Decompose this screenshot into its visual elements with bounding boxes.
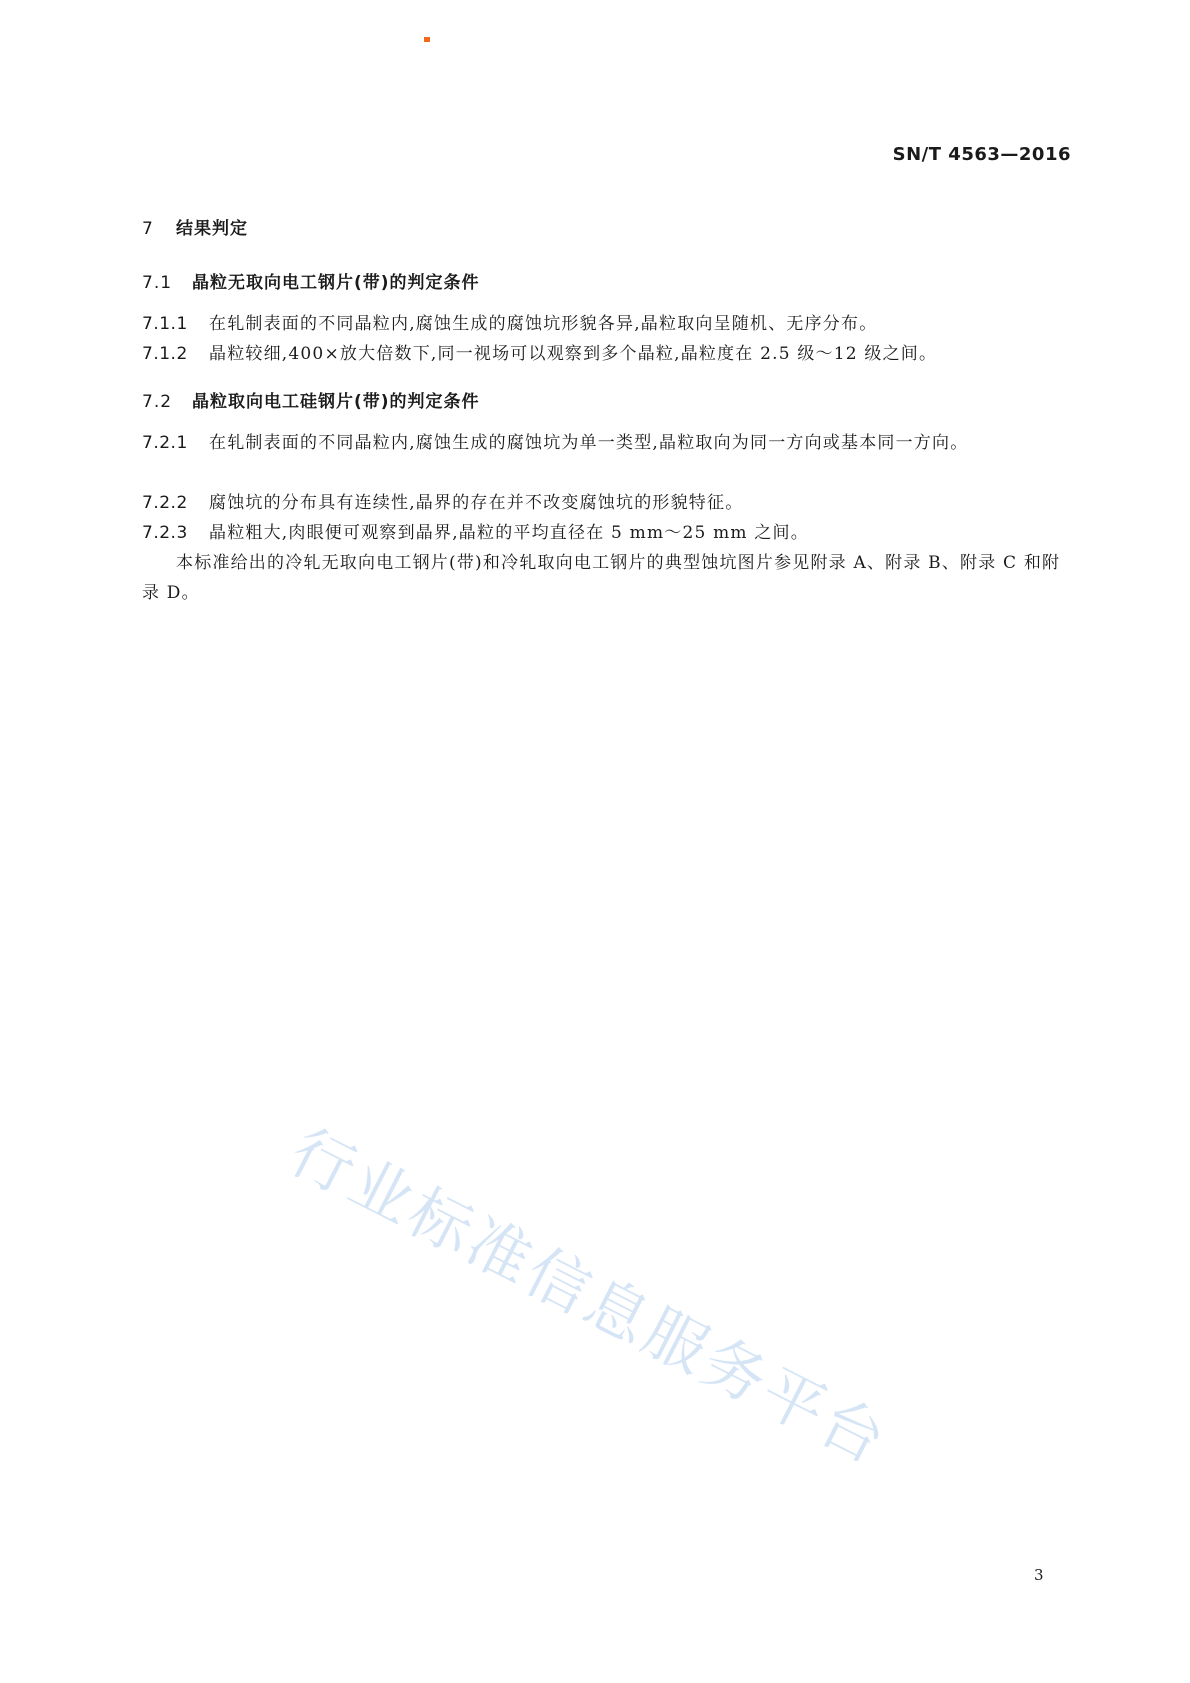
clause-number: 7.1.2 xyxy=(142,344,188,364)
section-number: 7.2 xyxy=(142,392,173,412)
clause-text: 在轧制表面的不同晶粒内,腐蚀生成的腐蚀坑形貌各异,晶粒取向呈随机、无序分布。 xyxy=(209,314,878,334)
clause-number: 7.1.1 xyxy=(142,314,188,334)
clause-7-2-2 xyxy=(142,488,1072,518)
watermark: 行业标准信息服务平台 xyxy=(278,1114,901,1480)
annex-reference-note: 本标准给出的冷轧无取向电工钢片(带)和冷轧取向电工钢片的典型蚀坑图片参见附录 A、附录 B、附录 C 和附录 D。 xyxy=(142,553,1061,603)
section-title: 结果判定 xyxy=(176,219,248,239)
clause-number: 7.2.3 xyxy=(142,523,188,543)
section-number: 7 xyxy=(142,219,154,239)
clause-text: 腐蚀坑的分布具有连续性,晶界的存在并不改变腐蚀坑的形貌特征。 xyxy=(209,493,744,513)
clause-7-1-1 xyxy=(142,309,1072,339)
clause-7-2-1 xyxy=(142,428,1072,458)
section-7-heading xyxy=(142,214,248,239)
section-number: 7.1 xyxy=(142,273,173,293)
clause-7-1-2 xyxy=(142,339,1072,369)
clause-text: 晶粒较细,400×放大倍数下,同一视场可以观察到多个晶粒,晶粒度在 2.5 级～12 级之间。 xyxy=(209,344,938,364)
section-7-2-heading xyxy=(142,387,480,412)
clause-number: 7.2.2 xyxy=(142,493,188,513)
section-title: 晶粒无取向电工钢片(带)的判定条件 xyxy=(192,273,480,293)
clause-text: 晶粒粗大,肉眼便可观察到晶界,晶粒的平均直径在 5 mm～25 mm 之间。 xyxy=(209,523,809,543)
section-title: 晶粒取向电工硅钢片(带)的判定条件 xyxy=(192,392,480,412)
clause-number: 7.2.1 xyxy=(142,433,188,453)
clause-7-2-3 xyxy=(142,518,1072,548)
orange-marker xyxy=(424,37,430,42)
section-7-1-heading xyxy=(142,268,480,293)
clause-text: 在轧制表面的不同晶粒内,腐蚀生成的腐蚀坑为单一类型,晶粒取向为同一方向或基本同一方向。 xyxy=(209,433,969,453)
standard-number: SN/T 4563—2016 xyxy=(892,144,1071,165)
page-number: 3 xyxy=(1034,1566,1044,1584)
